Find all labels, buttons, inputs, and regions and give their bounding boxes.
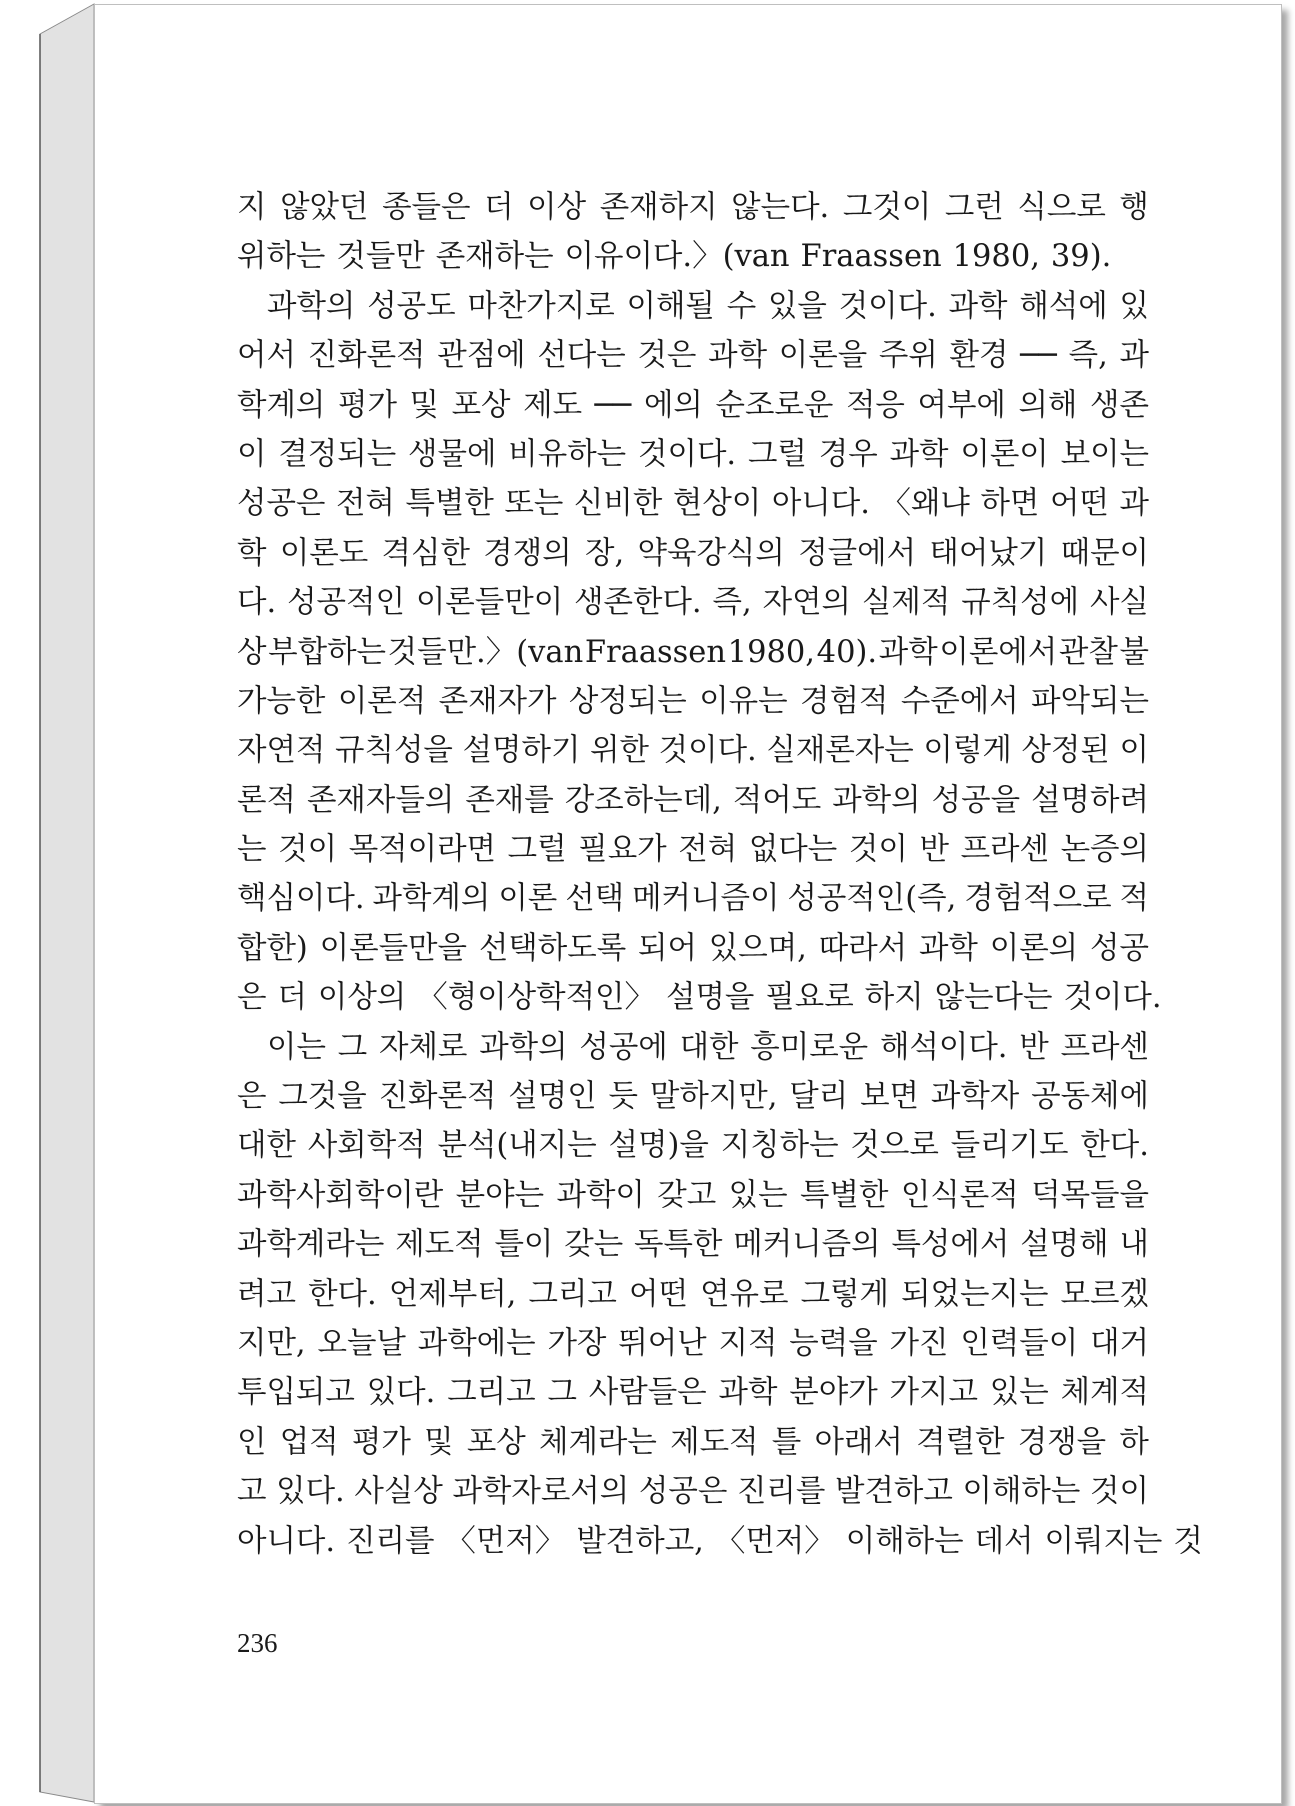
word: 모르겠 bbox=[1060, 1276, 1149, 1312]
word: 틀이 bbox=[494, 1227, 554, 1263]
word: 않는다. bbox=[731, 190, 830, 225]
word: 존재자가 bbox=[438, 683, 557, 719]
word: 아래서 bbox=[814, 1424, 903, 1460]
word: 해석이다. bbox=[879, 1029, 1008, 1065]
word: 〈먼저〉 bbox=[445, 1523, 566, 1559]
word: 성공 bbox=[1089, 930, 1149, 966]
word: 틀 bbox=[771, 1424, 802, 1460]
word: 이렇게 bbox=[923, 733, 1012, 769]
word: 전혀 bbox=[335, 486, 395, 522]
word: 가능한 bbox=[237, 683, 326, 719]
word: 에의 bbox=[643, 387, 703, 423]
word: 메커니즘의 bbox=[733, 1227, 881, 1263]
word: 순조로운 bbox=[715, 387, 834, 423]
word: 불 bbox=[1119, 634, 1149, 670]
word: 과학 bbox=[708, 338, 768, 374]
word: Fraassen bbox=[800, 239, 942, 275]
word: 특성에서 bbox=[891, 1227, 1010, 1263]
word: 과학자로서의 bbox=[452, 1474, 630, 1510]
word: 수 bbox=[726, 288, 757, 324]
word: 대거 bbox=[1090, 1325, 1149, 1361]
word: 아니다. bbox=[237, 1523, 336, 1559]
word: 말하지만, bbox=[649, 1079, 778, 1115]
text-line bbox=[237, 874, 1149, 923]
word: 장, bbox=[585, 535, 625, 571]
word: 과학자 bbox=[930, 1079, 1020, 1115]
text-line bbox=[237, 825, 1149, 874]
word: 은 bbox=[237, 1079, 267, 1115]
word: 설명하기 bbox=[462, 733, 581, 769]
word: 하 bbox=[1119, 1424, 1149, 1460]
word: 적 bbox=[1119, 881, 1149, 917]
word: 것들만.〉(van bbox=[387, 634, 584, 670]
text-line bbox=[237, 1171, 1149, 1220]
word: 그리고 bbox=[528, 1276, 617, 1312]
word: 과학의 bbox=[832, 782, 921, 818]
word: 식으로 bbox=[1017, 190, 1106, 225]
word: 분야가 bbox=[789, 1375, 878, 1411]
word: 성공은 bbox=[638, 1474, 728, 1510]
word: 설명)을 bbox=[608, 1128, 709, 1164]
word: 설명인 bbox=[508, 1079, 597, 1115]
word: 대한 bbox=[679, 1029, 739, 1065]
word: 과학 bbox=[948, 288, 1008, 324]
word: 규칙성에 bbox=[961, 585, 1080, 621]
word: 것들만 bbox=[336, 239, 425, 275]
word: 합한) bbox=[237, 930, 308, 966]
text-line bbox=[237, 232, 1149, 281]
word: 되었는지는 bbox=[901, 1276, 1049, 1312]
word: 것이다. bbox=[1063, 980, 1162, 1016]
text-line bbox=[237, 924, 1149, 973]
word: 설명하려 bbox=[1031, 782, 1149, 818]
word: 과학이 bbox=[556, 1177, 645, 1213]
word: 상정된 bbox=[1021, 733, 1110, 769]
word: 그 bbox=[337, 1029, 368, 1065]
word: 달리 bbox=[789, 1079, 849, 1115]
word: 신비한 bbox=[573, 486, 663, 522]
word: 않는다는 bbox=[934, 980, 1053, 1016]
word: 아니다. bbox=[771, 486, 870, 522]
text-line bbox=[237, 282, 1149, 331]
word: 존재하지 bbox=[599, 190, 718, 225]
word: 가장 bbox=[547, 1325, 607, 1361]
text-line bbox=[237, 677, 1149, 726]
word: 태어났기 bbox=[929, 535, 1048, 571]
word: 분야는 bbox=[455, 1177, 545, 1213]
word: 주위 bbox=[878, 338, 938, 374]
word: 오늘날 bbox=[317, 1325, 406, 1361]
text-line bbox=[237, 628, 1149, 677]
text-line bbox=[237, 331, 1149, 380]
word: 이론이 bbox=[960, 436, 1049, 472]
word: 상 bbox=[237, 634, 267, 670]
word: 것이 bbox=[848, 832, 908, 868]
word: 투입되고 bbox=[237, 1375, 355, 1411]
word: 이 bbox=[1119, 733, 1149, 769]
word: 해석에 bbox=[1019, 288, 1108, 324]
word: 자연적 bbox=[237, 733, 326, 769]
word: 이론들만을 bbox=[319, 930, 467, 966]
word: 그렇게 bbox=[800, 1276, 889, 1312]
text-line bbox=[237, 1368, 1149, 1417]
word: 이유는 bbox=[699, 683, 788, 719]
word: 지만, bbox=[237, 1325, 306, 1361]
word: 논증의 bbox=[1060, 832, 1149, 868]
word: 과학계라는 bbox=[237, 1227, 385, 1263]
word: 사람들은 bbox=[588, 1375, 707, 1411]
word: 또는 bbox=[504, 486, 564, 522]
word: 가지고 bbox=[889, 1375, 978, 1411]
word: 과 bbox=[1119, 486, 1149, 522]
word: 발견하고, bbox=[576, 1523, 704, 1559]
word: 이론 bbox=[498, 881, 558, 917]
word: 대한 bbox=[237, 1128, 296, 1164]
word: 상정되는 bbox=[568, 683, 687, 719]
word: 덕목들을 bbox=[1031, 1177, 1149, 1213]
word: 39). bbox=[1050, 239, 1112, 275]
word: 능력을 bbox=[789, 1325, 878, 1361]
word: 과학의 bbox=[479, 1029, 568, 1065]
word: 론적 bbox=[237, 782, 296, 818]
word: 진리를 bbox=[346, 1523, 435, 1559]
word: 존재를 bbox=[465, 782, 554, 818]
word: 있을 bbox=[767, 288, 827, 324]
word: 마찬가지로 bbox=[467, 288, 615, 324]
body-text bbox=[237, 183, 1203, 1566]
word: 지 bbox=[237, 190, 267, 225]
word: 포상 bbox=[466, 1424, 526, 1460]
word: 분석(내지는 bbox=[437, 1128, 597, 1164]
word: 과학 bbox=[918, 930, 978, 966]
word: 제도적 bbox=[395, 1227, 484, 1263]
word: 정글에서 bbox=[798, 535, 917, 571]
word: 그것이 bbox=[842, 190, 932, 225]
word: 위하는 bbox=[237, 239, 326, 275]
word: 필요가 bbox=[578, 832, 667, 868]
word: 않았던 bbox=[280, 190, 369, 225]
word: 실재론자는 bbox=[766, 733, 914, 769]
word: 연유로 bbox=[700, 1276, 789, 1312]
word: 자연의 bbox=[762, 585, 851, 621]
word: 성공을 bbox=[931, 782, 1021, 818]
word: 특별한 bbox=[800, 1177, 889, 1213]
word: 〈먼저〉 bbox=[714, 1523, 835, 1559]
word: ── bbox=[1020, 338, 1057, 374]
word: 체계라는 bbox=[539, 1424, 657, 1460]
word: 없다는 bbox=[748, 832, 838, 868]
word: 경우 bbox=[818, 436, 878, 472]
word: 적어도 bbox=[732, 782, 822, 818]
text-line bbox=[237, 1220, 1149, 1269]
word: 파악되는 bbox=[1031, 683, 1149, 719]
word: 과학사회학이란 bbox=[237, 1177, 444, 1213]
word: 경쟁을 bbox=[1017, 1424, 1107, 1460]
word: 1980, bbox=[952, 239, 1040, 275]
word: 성공은 bbox=[237, 486, 326, 522]
word: 프라센 bbox=[960, 832, 1049, 868]
word: 과학에는 bbox=[417, 1325, 536, 1361]
word: 성공도 bbox=[367, 288, 456, 324]
word: 진리를 bbox=[736, 1474, 826, 1510]
text-line bbox=[237, 430, 1149, 479]
word: 제도 bbox=[523, 387, 583, 423]
word: 뛰어난 bbox=[618, 1325, 707, 1361]
word: 과학 bbox=[878, 634, 938, 670]
word: 이뤄지는 bbox=[1044, 1523, 1163, 1559]
word: 있는 bbox=[989, 1375, 1049, 1411]
word: 약육강식의 bbox=[637, 535, 785, 571]
word: 하면 bbox=[980, 486, 1040, 522]
word: 흥미로운 bbox=[750, 1029, 869, 1065]
word: 그럴 bbox=[747, 436, 807, 472]
word: 〈왜냐 bbox=[880, 486, 970, 522]
word: 갖는 bbox=[564, 1227, 624, 1263]
word: 지적 bbox=[718, 1325, 778, 1361]
word: 실제적 bbox=[861, 585, 951, 621]
word: 듯 bbox=[608, 1079, 639, 1115]
word: 위한 bbox=[590, 733, 650, 769]
word: 이 bbox=[237, 436, 267, 472]
word: 부합하는 bbox=[268, 634, 386, 670]
word: 데서 bbox=[974, 1523, 1034, 1559]
word: 성공에 bbox=[579, 1029, 668, 1065]
word: 이론을 bbox=[778, 338, 868, 374]
word: 선택하도록 bbox=[478, 930, 627, 966]
word: 격심한 bbox=[381, 535, 470, 571]
text-line bbox=[237, 183, 1149, 232]
word: 생존 bbox=[1090, 387, 1149, 423]
word: 격렬한 bbox=[916, 1424, 1005, 1460]
word: 것이 bbox=[1090, 1474, 1149, 1510]
text-line bbox=[237, 1270, 1149, 1319]
word: 종들은 bbox=[382, 190, 471, 225]
word: 즉, bbox=[712, 585, 752, 621]
word: 결정되는 bbox=[278, 436, 397, 472]
word: 여부에 bbox=[917, 387, 1006, 423]
word: 것으로 bbox=[850, 1128, 939, 1164]
word: 이상의 bbox=[317, 980, 407, 1016]
text-line bbox=[237, 479, 1149, 528]
word: 있 bbox=[1119, 288, 1149, 324]
word: 자체로 bbox=[379, 1029, 468, 1065]
word: 행 bbox=[1119, 190, 1149, 225]
word: 적응 bbox=[845, 387, 905, 423]
word: 그런 bbox=[944, 190, 1004, 225]
word: 어떤 bbox=[629, 1276, 688, 1312]
word: 비유하는 bbox=[508, 436, 627, 472]
text-line bbox=[237, 529, 1149, 578]
word: 있다. bbox=[366, 1375, 436, 1411]
word: 한다. bbox=[308, 1276, 377, 1312]
word: 한다. bbox=[1080, 1128, 1149, 1164]
word: 이는 bbox=[267, 1029, 326, 1065]
word: 이해될 bbox=[626, 288, 715, 324]
word: 이론들만이 bbox=[415, 585, 564, 621]
text-line bbox=[237, 1072, 1149, 1121]
word: 있다. bbox=[276, 1474, 345, 1510]
text-line bbox=[237, 1418, 1149, 1467]
word: 반 bbox=[919, 832, 949, 868]
word: 진화론적 bbox=[378, 1079, 497, 1115]
word: 따라서 bbox=[818, 930, 908, 966]
word: 하지 bbox=[864, 980, 924, 1016]
word: Fraassen bbox=[584, 634, 726, 670]
word: 더 bbox=[484, 190, 514, 225]
word: 설명해 bbox=[1020, 1227, 1109, 1263]
word: 평가 bbox=[337, 387, 397, 423]
word: 것이다. bbox=[838, 288, 937, 324]
word: 그것을 bbox=[278, 1079, 367, 1115]
word: 이론도 bbox=[279, 535, 369, 571]
word: 체계적 bbox=[1060, 1375, 1149, 1411]
text-line bbox=[237, 1319, 1149, 1368]
text-line bbox=[237, 973, 1162, 1022]
word: 반 bbox=[1019, 1029, 1049, 1065]
word: 그리고 bbox=[447, 1375, 536, 1411]
text-line bbox=[237, 381, 1149, 430]
word: 것 bbox=[1173, 1523, 1203, 1559]
word: 설명을 bbox=[665, 980, 755, 1016]
text-line bbox=[237, 726, 1149, 775]
word: 인 bbox=[237, 1424, 267, 1460]
word: 과학의 bbox=[267, 288, 356, 324]
word: 목적이라면 bbox=[348, 832, 497, 868]
word: 업적 bbox=[279, 1424, 339, 1460]
word: 다. bbox=[237, 585, 277, 621]
word: 어떤 bbox=[1049, 486, 1109, 522]
word: 어서 bbox=[237, 338, 296, 374]
word: 필요로 bbox=[765, 980, 854, 1016]
word: 갖고 bbox=[657, 1177, 717, 1213]
word: 사회학적 bbox=[307, 1128, 426, 1164]
word: 때문이 bbox=[1060, 535, 1149, 571]
word: 인식론적 bbox=[900, 1177, 1019, 1213]
page-number: 236 bbox=[237, 1628, 278, 1658]
word: 핵심이다. bbox=[237, 881, 365, 917]
word: 생물에 bbox=[408, 436, 497, 472]
word: 보면 bbox=[860, 1079, 920, 1115]
word: 존재하는 bbox=[435, 239, 554, 275]
word: 고 bbox=[237, 1474, 267, 1510]
word: 있는 bbox=[728, 1177, 788, 1213]
word: 것이다. bbox=[658, 733, 757, 769]
word: 성공적인(즉, bbox=[787, 881, 957, 917]
word: 이론의 bbox=[989, 930, 1079, 966]
word: 학계의 bbox=[237, 387, 326, 423]
word: 발견하고 bbox=[834, 1474, 953, 1510]
word: 있으며, bbox=[708, 930, 807, 966]
word: 이유이다.〉(van bbox=[564, 239, 790, 275]
word: 것이다. bbox=[638, 436, 737, 472]
word: 환경 bbox=[949, 338, 1009, 374]
word: 보이는 bbox=[1060, 436, 1149, 472]
word: 성공적인 bbox=[287, 585, 405, 621]
word: 전혀 bbox=[678, 832, 738, 868]
word: 및 bbox=[409, 387, 439, 423]
word: 경험적 bbox=[800, 683, 889, 719]
word: 가진 bbox=[889, 1325, 949, 1361]
word: 지칭하는 bbox=[720, 1128, 839, 1164]
word: 현상이 bbox=[672, 486, 762, 522]
word: 평가 bbox=[351, 1424, 411, 1460]
word: 선다는 bbox=[537, 338, 626, 374]
text-line bbox=[237, 1121, 1149, 1170]
word: 관찰 bbox=[1058, 634, 1118, 670]
word: 사실 bbox=[1089, 585, 1149, 621]
word: 진화론적 bbox=[307, 338, 426, 374]
word: 프라센 bbox=[1060, 1029, 1149, 1065]
word: 1980, bbox=[727, 634, 815, 670]
word: 과학 bbox=[718, 1375, 778, 1411]
word: 과학 bbox=[889, 436, 949, 472]
word: 독특한 bbox=[634, 1227, 723, 1263]
word: 내 bbox=[1119, 1227, 1149, 1263]
word: 관점에 bbox=[437, 338, 526, 374]
word: 생존한다. bbox=[574, 585, 702, 621]
word: 더 bbox=[277, 980, 307, 1016]
word: 들리기도 bbox=[950, 1128, 1069, 1164]
text-line bbox=[237, 578, 1149, 627]
word: 포상 bbox=[451, 387, 511, 423]
word: 것은 bbox=[637, 338, 697, 374]
word: 인력들이 bbox=[960, 1325, 1079, 1361]
word: 과 bbox=[1119, 338, 1149, 374]
word: 경험적으로 bbox=[964, 881, 1112, 917]
word: 려고 bbox=[237, 1276, 296, 1312]
word: 강조하는데, bbox=[564, 782, 722, 818]
word: 및 bbox=[424, 1424, 454, 1460]
word: 언제부터, bbox=[388, 1276, 517, 1312]
word: 의해 bbox=[1018, 387, 1078, 423]
word: 규칙성을 bbox=[335, 733, 453, 769]
word: 사실상 bbox=[354, 1474, 443, 1510]
text-line bbox=[237, 1517, 1203, 1566]
word: 이론에서 bbox=[939, 634, 1058, 670]
text-line bbox=[237, 1023, 1149, 1072]
word: 경쟁의 bbox=[483, 535, 572, 571]
word: 과학계의 bbox=[372, 881, 491, 917]
word: 는 bbox=[237, 832, 267, 868]
word: 메커니즘이 bbox=[632, 881, 780, 917]
text-line bbox=[237, 776, 1149, 825]
word: 〈형이상학적인〉 bbox=[417, 980, 656, 1016]
word: 그 bbox=[547, 1375, 577, 1411]
word: 학 bbox=[237, 535, 267, 571]
word: 이해하는 bbox=[962, 1474, 1081, 1510]
word: 제도적 bbox=[670, 1424, 759, 1460]
word: ── bbox=[594, 387, 632, 423]
word: 수준에서 bbox=[900, 683, 1019, 719]
word: 이상 bbox=[527, 190, 587, 225]
word: 은 bbox=[237, 980, 267, 1016]
word: 공동체에 bbox=[1031, 1079, 1149, 1115]
word: 존재자들의 bbox=[306, 782, 455, 818]
word: 것이 bbox=[278, 832, 338, 868]
word: 되어 bbox=[638, 930, 697, 966]
word: 특별한 bbox=[405, 486, 494, 522]
word: 즉, bbox=[1068, 338, 1108, 374]
text-line bbox=[237, 1467, 1149, 1516]
word: 그럴 bbox=[507, 832, 567, 868]
word: 선택 bbox=[565, 881, 625, 917]
word: 이론적 bbox=[337, 683, 427, 719]
word: 40). bbox=[816, 634, 878, 670]
word: 이해하는 bbox=[845, 1523, 964, 1559]
